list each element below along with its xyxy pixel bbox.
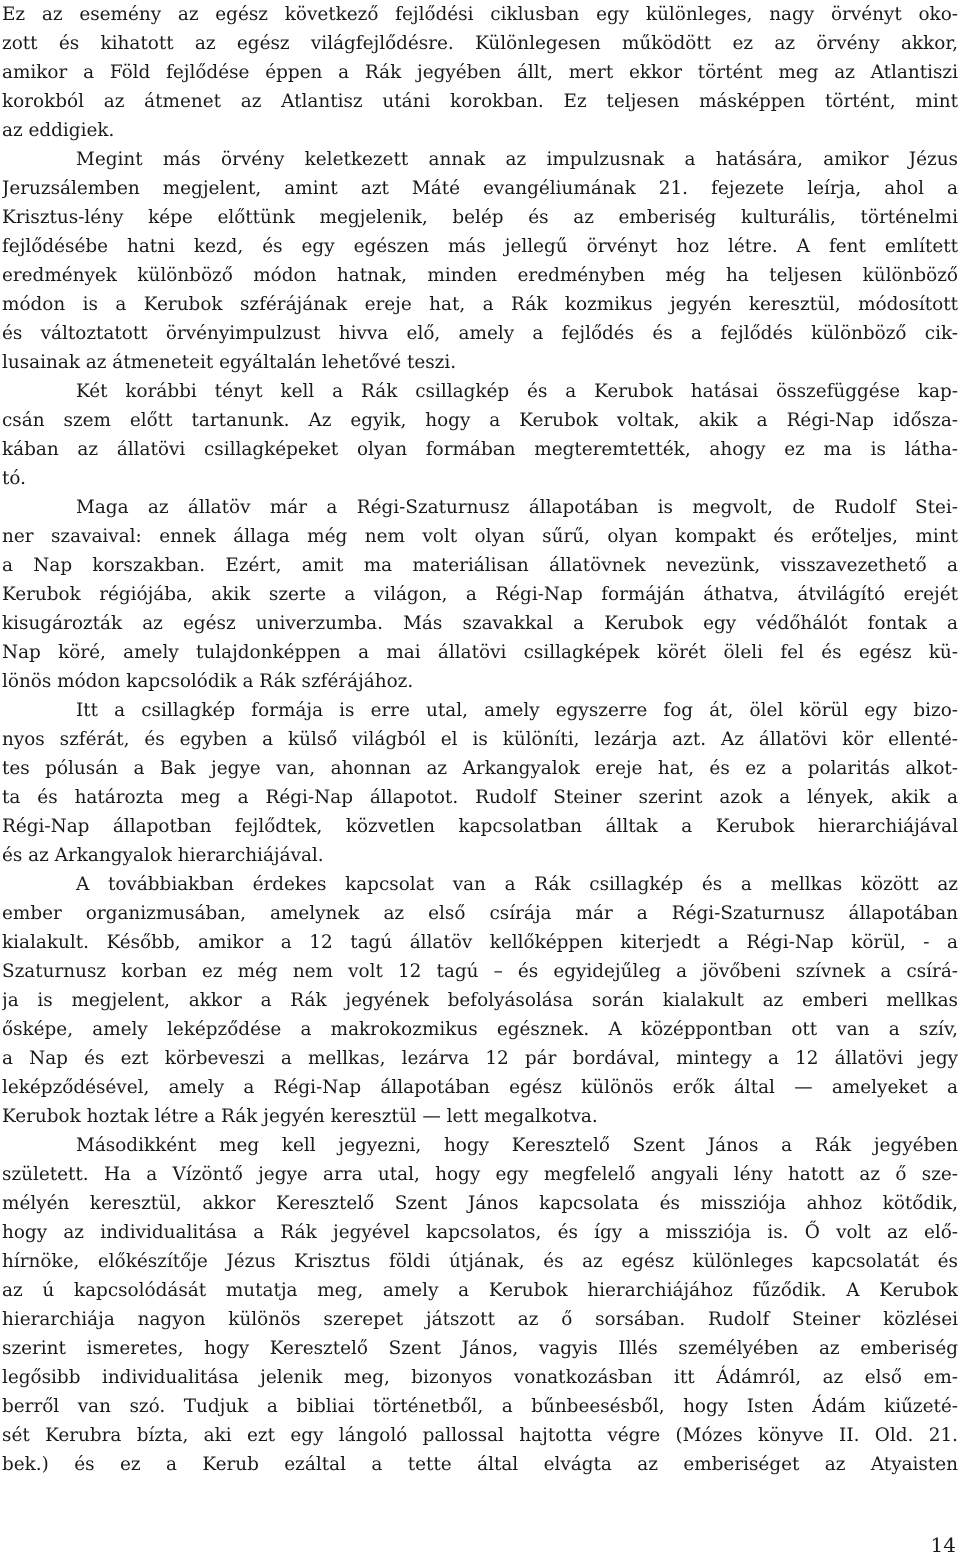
text-line: Kerubok régiójába, akik szerte a világon, a Régi-Nap formáján áthatva, átvilágító erejét — [2, 584, 958, 605]
text-line: tó. — [2, 468, 26, 489]
text-line: nyos szférát, és egyben a külső világból el is különíti, lezárja azt. Az állatövi kör ellenté- — [2, 729, 958, 750]
page-number: 14 — [930, 1533, 956, 1557]
text-line: kialakult. Később, amikor a 12 tagú állatöv kellőképpen kiterjedt a Régi-Nap körül, - a — [2, 932, 958, 953]
text-line: szerint ismeretes, hogy Keresztelő Szent János, vagyis Illés személyében az emberiség — [2, 1338, 958, 1359]
text-line: Itt a csillagkép formája is erre utal, amely egyszerre fog át, ölel körül egy bizo- — [76, 700, 958, 721]
text-line: berről van szó. Tudjuk a bibliai történetből, a bűnbeesésből, hogy Isten Ádám kiűzeté- — [2, 1396, 958, 1417]
text-line: a Nap korszakban. Ezért, amit ma materiálisan állatövnek nevezünk, visszavezethető a — [2, 555, 958, 576]
text-line: Nap köré, amely tulajdonképpen a mai állatövi csillagképek körét öleli fel és egész kü- — [2, 642, 958, 663]
text-line: hírnöke, előkészítője Jézus Krisztus földi útjának, és az egész különleges kapcsolatát és — [2, 1251, 958, 1272]
text-line: Másodikként meg kell jegyezni, hogy Keresztelő Szent János a Rák jegyében — [76, 1135, 958, 1156]
text-line: hogy az individualitása a Rák jegyével kapcsolatos, és így a missziója is. Ő volt az elő- — [2, 1222, 958, 1243]
text-line: leképződésével, amely a Régi-Nap állapotában egész különös erők által — amelyeket a — [2, 1077, 958, 1098]
text-line: fejlődésébe hatni kezd, és egy egészen más jellegű örvényt hoz létre. A fent említett — [2, 236, 958, 257]
text-line: ősképe, amely leképződése a makrokozmikus egésznek. A középpontban ott van a szív, — [2, 1019, 958, 1040]
text-line: tes pólusán a Bak jegye van, ahonnan az Arkangyalok ereje hat, és ez a polaritás alkot- — [2, 758, 958, 779]
text-line: zott és kihatott az egész világfejlődésre. Különlegesen működött ez az örvény akkor, — [2, 33, 958, 54]
text-line: Kerubok hoztak létre a Rák jegyén keresztül — lett megalkotva. — [2, 1106, 598, 1127]
text-line: Régi-Nap állapotban fejlődtek, közvetlen kapcsolatban álltak a Kerubok hierarchiájával — [2, 816, 958, 837]
text-line: ja is megjelent, akkor a Rák jegyének befolyásolása során kialakult az emberi mellkas — [2, 990, 958, 1011]
text-line: módon is a Kerubok szférájának ereje hat, a Rák kozmikus jegyén keresztül, módosított — [2, 294, 958, 315]
text-line: és az Arkangyalok hierarchiájával. — [2, 845, 324, 866]
text-line: ember organizmusában, amelynek az első csírája már a Régi-Szaturnusz állapotában — [2, 903, 958, 924]
text-line: és változtatott örvényimpulzust hivva elő, amely a fejlődés és a fejlődés különböző cik- — [2, 323, 958, 344]
text-line: ner szavaival: ennek állaga még nem volt olyan sűrű, olyan kompakt és erőteljes, mint — [2, 526, 958, 547]
text-line: bek.) és ez a Kerub ezáltal a tette által elvágta az emberiséget az Atyaisten — [2, 1454, 958, 1475]
text-line: hierarchiája nagyon különös szerepet játszott az ő sorsában. Rudolf Steiner közlései — [2, 1309, 958, 1330]
text-line: az eddigiek. — [2, 120, 115, 141]
document-body — [2, 0, 958, 1479]
text-line: amikor a Föld fejlődése éppen a Rák jegyében állt, mert ekkor történt meg az Atlantiszi — [2, 62, 958, 83]
paragraph — [2, 0, 958, 145]
text-line: lusainak az átmeneteit egyáltalán lehetővé teszi. — [2, 352, 457, 373]
text-line: az ú kapcsolódását mutatja meg, amely a Kerubok hierarchiájához fűződik. A Kerubok — [2, 1280, 958, 1301]
text-line: korokból az átmenet az Atlantisz utáni korokban. Ez teljesen másképpen történt, mint — [2, 91, 958, 112]
paragraph — [2, 145, 958, 377]
text-line: ta és határozta meg a Régi-Nap állapotot. Rudolf Steiner szerint azok a lények, akik a — [2, 787, 958, 808]
text-line: csán szem előtt tartanunk. Az egyik, hogy a Kerubok voltak, akik a Régi-Nap idősza- — [2, 410, 958, 431]
text-line: eredmények különböző módon hatnak, minden eredményben még ha teljesen különböző — [2, 265, 958, 286]
text-line: legősibb individualitása jelenik meg, bizonyos vonatkozásban itt Ádámról, az első em- — [2, 1367, 958, 1388]
paragraph — [2, 1131, 958, 1479]
text-line: született. Ha a Vízöntő jegye arra utal, hogy egy megfelelő angyali lény hatott az ő sze- — [2, 1164, 958, 1185]
text-line: Megint más örvény keletkezett annak az impulzusnak a hatására, amikor Jézus — [76, 149, 958, 170]
paragraph — [2, 377, 958, 493]
text-line: sét Kerubra bízta, aki ezt egy lángoló pallossal hajtotta végre (Mózes könyve II. Old. 21. — [2, 1425, 958, 1446]
text-line: kisugározták az egész univerzumba. Más szavakkal a Kerubok egy védőhálót fontak a — [2, 613, 958, 634]
paragraph — [2, 870, 958, 1131]
text-line: mélyén keresztül, akkor Keresztelő Szent János kapcsolata és missziója ahhoz kötődik, — [2, 1193, 958, 1214]
paragraph — [2, 493, 958, 696]
text-line: Jeruzsálemben megjelent, amint azt Máté evangéliumának 21. fejezete leírja, ahol a — [2, 178, 958, 199]
text-line: a Nap és ezt körbeveszi a mellkas, lezárva 12 pár bordával, mintegy a 12 állatövi jegy — [2, 1048, 958, 1069]
text-line: Ez az esemény az egész következő fejlődési ciklusban egy különleges, nagy örvényt oko- — [2, 4, 958, 25]
text-line: A továbbiakban érdekes kapcsolat van a Rák csillagkép és a mellkas között az — [76, 874, 958, 895]
text-line: Szaturnusz korban ez még nem volt 12 tagú – és egyidejűleg a jövőbeni szívnek a csírá- — [2, 961, 958, 982]
text-line: Krisztus-lény képe előttünk megjelenik, belép és az emberiség kulturális, történelmi — [2, 207, 958, 228]
paragraph — [2, 696, 958, 870]
text-line: Két korábbi tényt kell a Rák csillagkép és a Kerubok hatásai összefüggése kap- — [76, 381, 958, 402]
text-line: Maga az állatöv már a Régi-Szaturnusz állapotában is megvolt, de Rudolf Stei- — [76, 497, 958, 518]
text-line: lönös módon kapcsolódik a Rák szférájához. — [2, 671, 414, 692]
text-line: kában az állatövi csillagképeket olyan formában megteremtették, ahogy ez ma is látha- — [2, 439, 958, 460]
